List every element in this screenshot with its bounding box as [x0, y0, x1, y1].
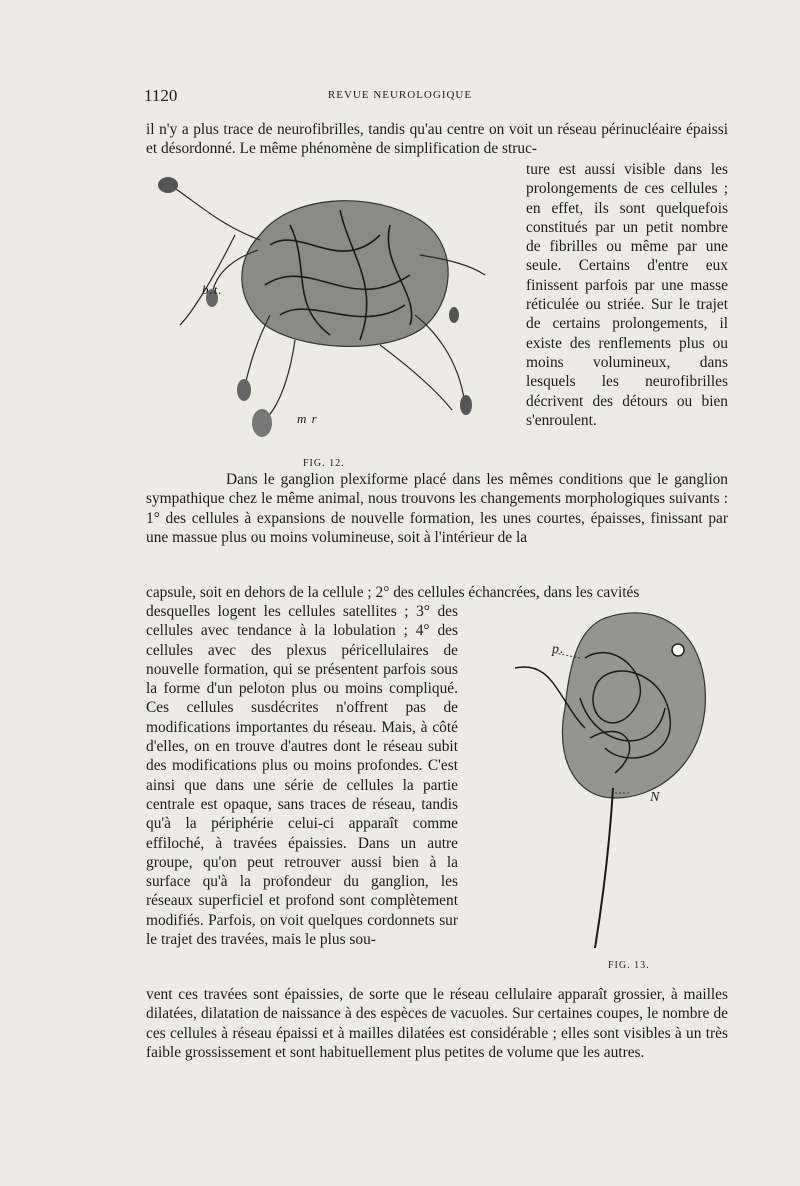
figure-12-caption: FIG. 12. — [303, 458, 345, 469]
paragraph-3 — [146, 470, 728, 547]
figure-13-illustration — [495, 598, 735, 958]
paragraph-2 — [526, 160, 728, 430]
paragraph-3-text: Dans le ganglion plexiforme placé dans les mêmes conditions que le ganglion sympathique chez le même animal, nous trouvons les changements morphologiques suivants : 1° des cellules à expansions de nouvelle formation, les unes courtes, épaisses, finissant par une massue plus ou moins volumineuse, soit à l'intérieur de la — [146, 471, 728, 546]
paragraph-1-text: il n'y a plus trace de neurofibrilles, tandis qu'au centre on voit un réseau périnucléaire épaissi et désordonné. Le même phénomène de simplification de struc- — [146, 121, 728, 158]
paragraph-6 — [146, 985, 728, 1062]
page-header — [0, 86, 800, 106]
paragraph-6-text: vent ces travées sont épaissies, de sorte que le réseau cellulaire apparaît grossier, à mailles dilatées, dilatation de naissance à des espèces de vacuoles. Sur certaines coupes, le nombre de ces cellules à réseau épaissi et à mailles dilatées est considérable ; elles sont visibles à un très faible grossissement et sont habituellement plus petites de volume que les autres. — [146, 986, 728, 1061]
figure-13-label-p: p. — [552, 642, 565, 657]
paragraph-2-text: ture est aussi visible dans les prolongements de ces cellules ; en effet, ils sont quelquefois constitués par un petit nombre de fibrilles ou même par une seule. Certains d'entre eux finissent parfois par une masse réticulée ou striée. Sur le trajet de certains prolongements, il existe des renflements plus ou moins volumineux, dans lesquels les neurofibrilles décrivent des détours ou bien s'enroulent. — [526, 161, 728, 429]
paragraph-5 — [146, 602, 458, 949]
figure-12-label-bt: b.t. — [202, 282, 223, 297]
figure-13-label-n: N — [650, 790, 661, 805]
paragraph-4-text: capsule, soit en dehors de la cellule ; 2° des cellules échancrées, dans les cavités — [146, 584, 640, 601]
running-title: REVUE NEUROLOGIQUE — [327, 89, 473, 101]
page-number: 1120 — [144, 86, 178, 105]
figure-12-label-mr: m r — [297, 411, 318, 426]
paragraph-1 — [146, 120, 728, 159]
figure-12-illustration — [140, 165, 500, 455]
figure-13-caption: FIG. 13. — [608, 960, 650, 971]
paragraph-5-text: desquelles logent les cellules satellites ; 3° des cellules avec tendance à la lobulation ; 4° des cellules avec des plexus péricellulaires de nouvelle formation, qui se présentent parfois sous la forme d'un peloton plus ou moins compliqué. Ces cellules susdécrites n'offrent pas de modifications importantes du réseau. Mais, à côté d'elles, on en trouve d'autres dont le réseau subit des modifications plus ou moins profondes. C'est ainsi que dans une série de cellules la partie centrale est opaque, sans traces de réseau, tandis qu'à la périphérie celui-ci apparaît comme effiloché, à travées épaissies. Dans un autre groupe, qu'on peut retrouver aussi bien à la surface qu'à la profondeur du ganglion, les réseaux superficiel et profond sont complètement modifiés. Parfois, on voit quelques cordonnets sur le trajet des travées, mais le plus sou- — [146, 603, 458, 949]
